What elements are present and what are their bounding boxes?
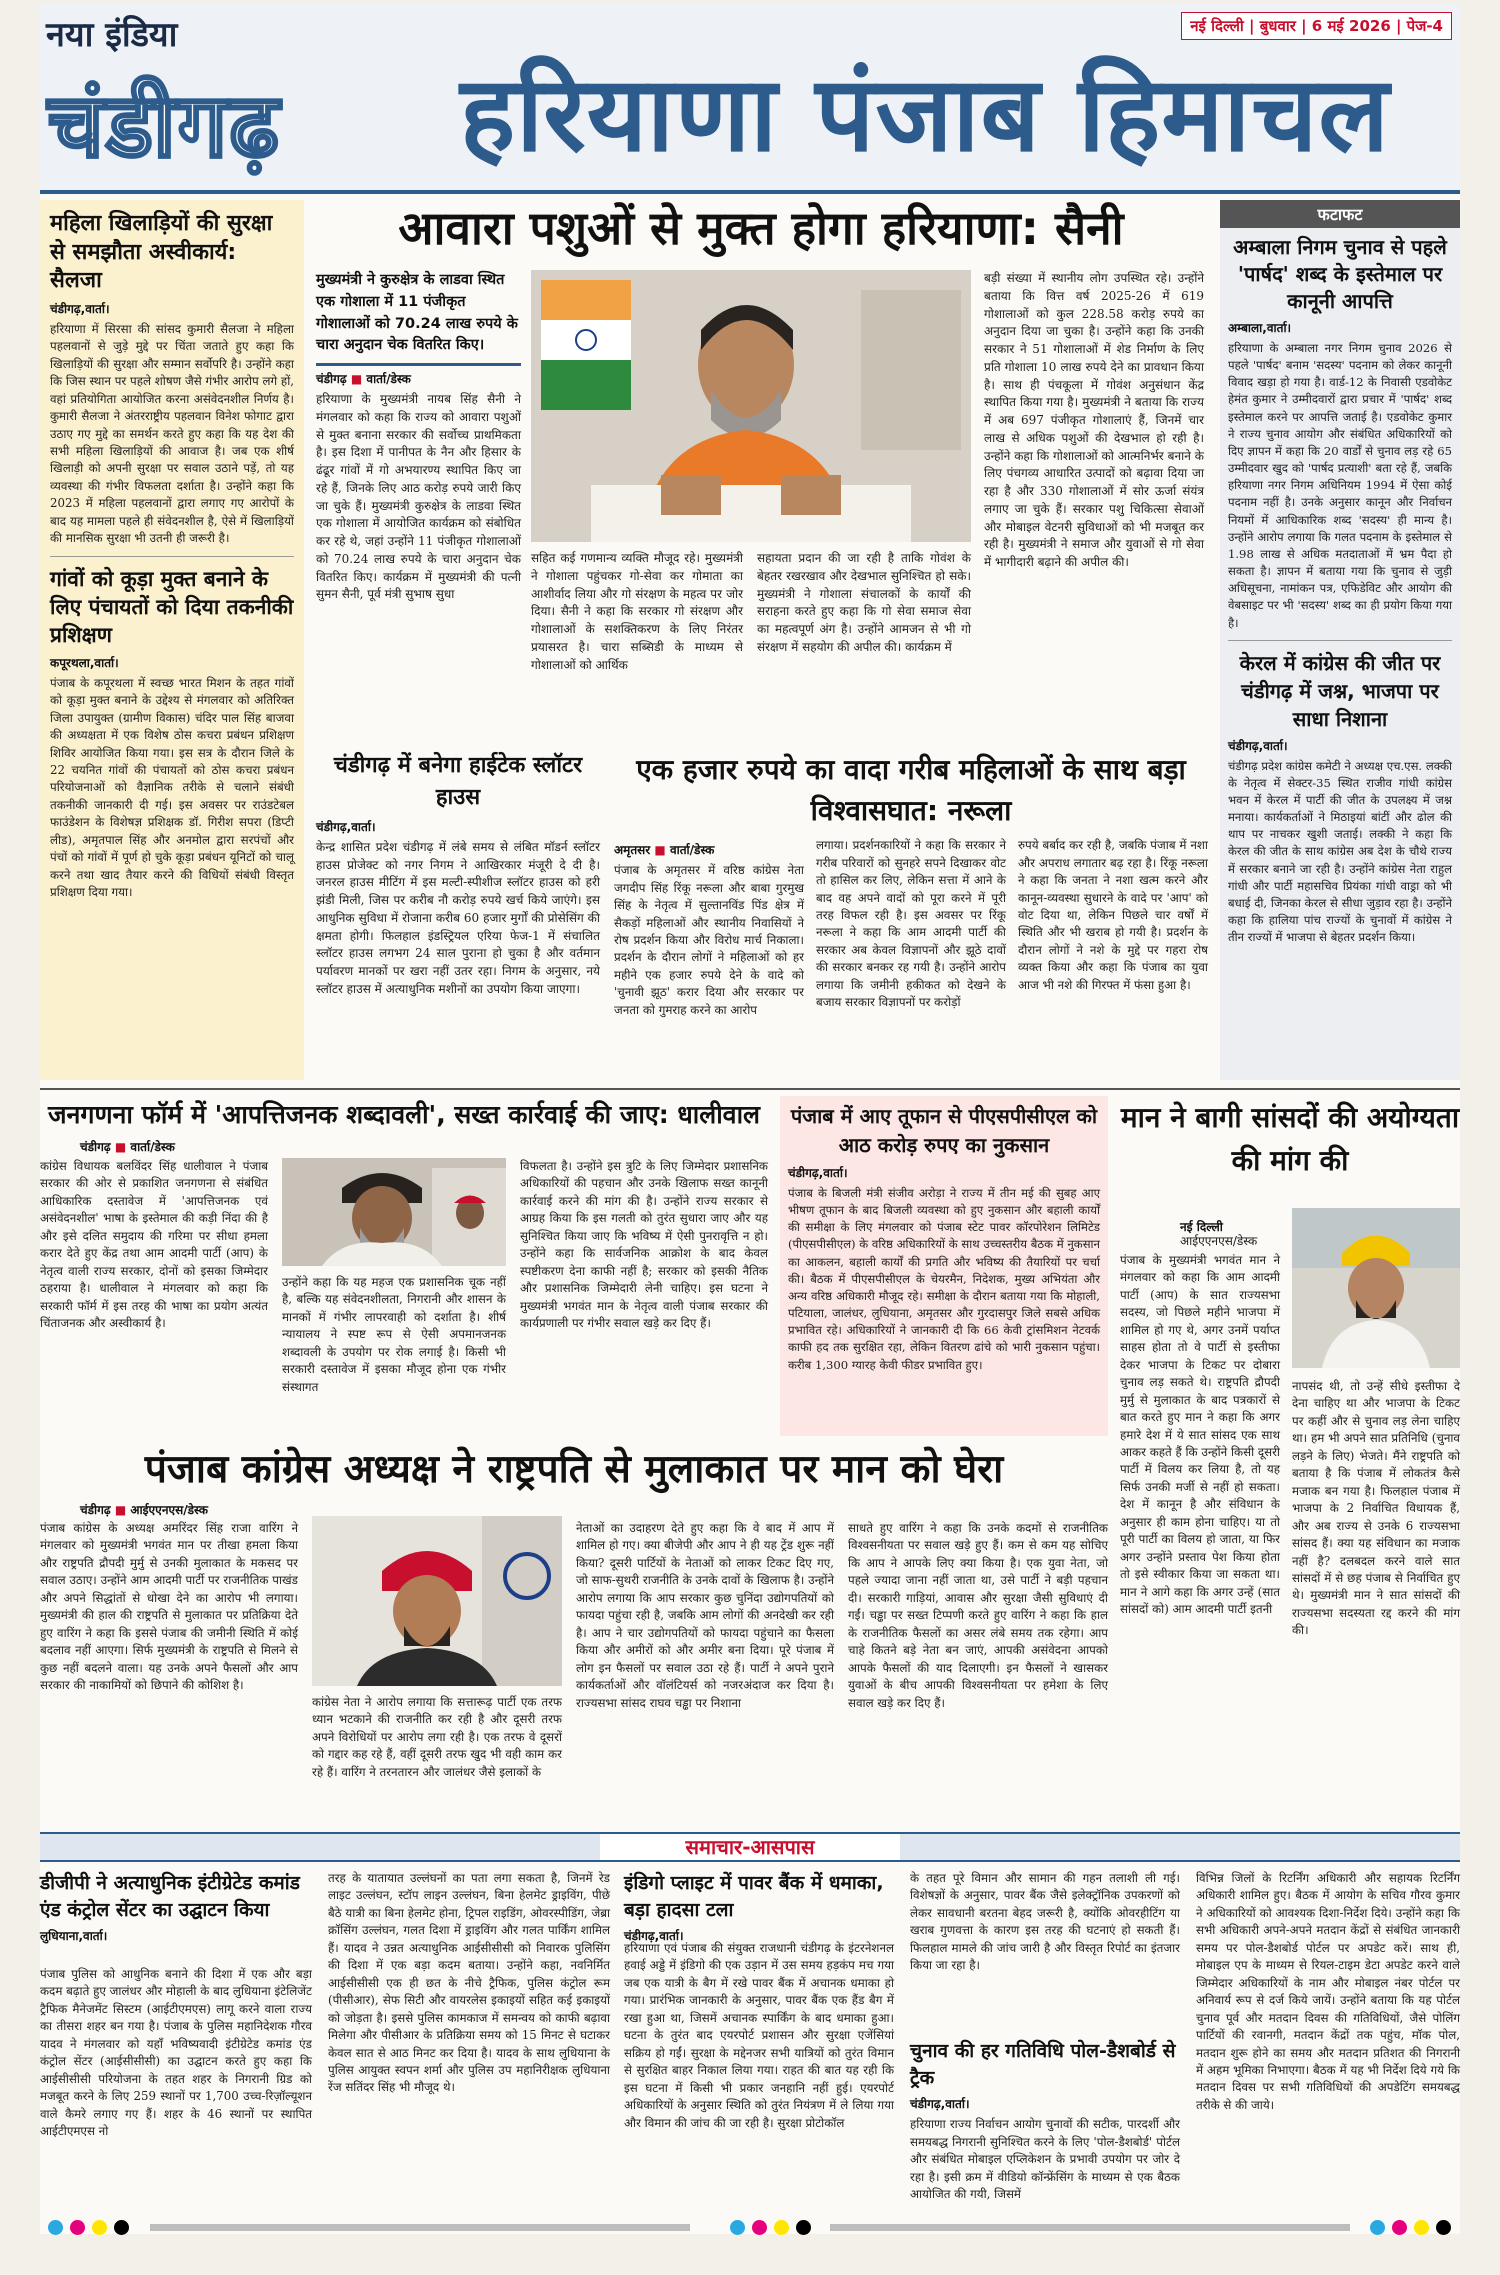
byline-source: वार्ता/डेस्क: [130, 1139, 175, 1154]
narula-story: [614, 750, 1208, 1080]
color-registration-right: [1370, 2220, 1451, 2235]
byline-place: अमृतसर: [614, 843, 651, 858]
section-strip: [40, 1832, 1460, 1862]
dgp-byline: लुधियाना,वार्ता।: [40, 1929, 108, 1944]
byline-place: चंडीगढ़: [80, 1502, 111, 1517]
story-headline: महिला खिलाड़ियों की सुरक्षा से समझौता अस्वीकार्य: सैलजा: [50, 211, 273, 294]
narula-body: लगाया। प्रदर्शनकारियों ने कहा कि सरकार ने गरीब परिवारों को सुनहरे सपने दिखाकर वोट तो हासिल कर लिए, लेकिन सत्ता में आने के बाद वह अपने वादों को पूरा करने में पूरी तरह विफल रही है। इस अवसर पर रिंकू नरूला ने कहा कि आम आदमी पार्टी की सरकार अब केवल विज्ञापनों और झूठे दावों की सरकार बनकर रह गयी है। उन्होंने आरोप लगाया कि जमीनी हकीकत को देखने के बजाय सरकार विज्ञापनों पर करोड़ों: [816, 838, 1006, 1010]
lead-body: हरियाणा के मुख्यमंत्री नायब सिंह सैनी ने मंगलवार को कहा कि राज्य को आवारा पशुओं से मुक्त बनाना सरकार की सर्वोच्च प्राथमिकता है। इस दिशा में पानीपत के नैन और हिसार के ढंढूर गांवों में गो अभयारण्य स्थापित किए जा रहे हैं, जिनके लिए आठ करोड़ रुपये जारी किए जा चुके हैं। मुख्यमंत्री कुरुक्षेत्र के लाडवा स्थित एक गोशाला में आयोजित कार्यक्रम को संबोधित कर रहे थे, जहां उन्होंने 11 पंजीकृत गोशालाओं को 70.24 लाख रुपये के चारा अनुदान चेक वितरित किए। कार्यक्रम में मुख्यमंत्री की पत्नी सुमन सैनी, पूर्व मंत्री सुभाष सुधा: [316, 392, 521, 602]
cyan-dot: [730, 2220, 745, 2235]
right-column-label: फटाफट: [1220, 200, 1460, 228]
story-headline: केरल में कांग्रेस की जीत पर चंडीगढ़ में जश्न, भाजपा पर साधा निशाना: [1239, 650, 1441, 731]
bullet-icon: ■: [114, 1502, 127, 1517]
story-headline: अम्बाला निगम चुनाव से पहले 'पार्षद' शब्द के इस्तेमाल पर कानूनी आपत्ति: [1233, 235, 1447, 313]
indigo-body: के तहत पूरे विमान और सामान की गहन तलाशी ली गई। विशेषज्ञों के अनुसार, पावर बैंक जैसे इलेक्ट्रॉनिक उपकरणों को लेकर सावधानी बरतना बेहद जरूरी है, क्योंकि ओवरहीटिंग या खराब गुणवत्ता के कारण इस तरह की घटनाएं हो सकती हैं। फिलहाल मामले की जांच जारी है और विस्तृत रिपोर्ट का इंतजार किया जा रहा है।: [910, 1871, 1180, 1973]
color-registration-mid: [730, 2220, 811, 2235]
indigo-headline: इंडिगो प्लाइट में पावर बैंक में धमाका, बड़ा हादसा टला: [624, 1872, 884, 1921]
poll-headline: चुनाव की हर गतिविधि पोल-डैशबोर्ड से ट्रैक: [910, 2040, 1176, 2089]
mann-body: नापसंद थी, तो उन्हें सीधे इस्तीफा दे देना चाहिए था और भाजपा के टिकट पर कहीं और से चुनाव लड़ लेना चाहिए था। हम भी अपने सात प्रतिनिधि (चुनाव लड़ने के लिए) भेजते। मैंने राष्ट्रपति को बताया है कि पंजाब में लोकतंत्र कैसे मजाक बन गया है। फिलहाल पंजाब में भाजपा के 2 निर्वाचित विधायक हैं, और अब राज्य से उनके 6 राज्यसभा सांसद हैं। क्या यह संविधान का मजाक नहीं है? दलबदल करने वाले सात सांसदों में से छह पंजाब से निर्वाचित हुए थे। मुख्यमंत्री मान ने सात सांसदों की राज्यसभा सदस्यता रद्द करने की मांग की।: [1292, 1379, 1460, 1638]
congress-body: पंजाब कांग्रेस के अध्यक्ष अमरिंदर सिंह राजा वारिंग ने मंगलवार को मुख्यमंत्री भगवंत मान पर तीखा हमला किया और राष्ट्रपति द्रौपदी मुर्मु से उनकी मुलाकात के मकसद पर सवाल उठाए। उन्होंने आम आदमी पार्टी पर राजनीतिक पाखंड और अपने सिद्धांतों से धोखा देने का आरोप भी लगाया। मुख्यमंत्री की हाल की राष्ट्रपति से मुलाकात पर प्रतिक्रिया देते हुए वारिंग ने कहा कि इससे पंजाब की जमीनी स्थिति में कोई बदलाव नहीं आएगा। सिर्फ मुख्यमंत्री के राष्ट्रपति से मिलने से कुछ नहीं बदलने वाला। यह उनके अपने फैसलों और आप सरकार की नाकामियों को छिपाने की कोशिश है।: [40, 1521, 298, 1693]
yellow-dot: [92, 2220, 107, 2235]
lead-body: सहायता प्रदान की जा रही है ताकि गोवंश के बेहतर रखरखाव और देखभाल सुनिश्चित हो सके। मुख्यमंत्री ने गोशाला संचालकों के कार्यों की सराहना करते हुए कहा कि गो सेवा समाज सेवा का महत्वपूर्ण अंग है। उन्होंने आमजन से भी गो संरक्षण में सहयोग की अपील की। कार्यक्रम में: [757, 551, 971, 654]
byline-place: नई दिल्ली: [1180, 1220, 1223, 1234]
black-dot: [114, 2220, 129, 2235]
right-column: [1220, 200, 1460, 1080]
slaughter-body: केन्द्र शासित प्रदेश चंडीगढ़ में लंबे समय से लंबित मॉडर्न स्लॉटर हाउस प्रोजेक्ट को नगर निगम ने आखिरकार मंजूरी दे दी है। जनरल हाउस मीटिंग में इस मल्टी-स्पीशीज स्लॉटर हाउस को हरी झंडी मिली, जिस पर करीब नौ करोड़ रुपये खर्च किये जाएंगे। इस आधुनिक सुविधा में रोजाना करीब 60 हजार मुर्गों की प्रोसेसिंग की क्षमता होगी। फिलहाल इंडस्ट्रियल एरिया फेज-1 में संचालित स्लॉटर हाउस लगभग 24 साल पुराना हो चुका है और वर्तमान पर्यावरण मानकों पर खरा नहीं उतर रहा। निगम के अनुसार, नये स्लॉटर हाउस में अत्याधुनिक मशीनों का उपयोग किया जाएगा।: [316, 839, 600, 996]
dateline: नई दिल्ली | बुधवार | 6 मई 2026 | पेज-4: [1181, 12, 1452, 40]
lead-body: सहित कई गणमान्य व्यक्ति मौजूद रहे। मुख्यमंत्री ने गोशाला पहुंचकर गो-सेवा कर गोमाता का आशीर्वाद लिया और गो संरक्षण के महत्व पर जोर दिया। सैनी ने कहा कि सरकार गो संरक्षण और गोशालाओं के सशक्तिकरण के लिए निरंतर प्रयासरत है। चारा सब्सिडी के माध्यम से गोशालाओं को आर्थिक: [531, 551, 743, 672]
cm-photo: [531, 270, 971, 542]
registration-bar: [830, 2224, 1350, 2231]
narula-headline: एक हजार रुपये का वादा गरीब महिलाओं के साथ बड़ा विश्वासघात: नरूला: [636, 753, 1186, 827]
mann-headline: मान ने बागी सांसदों की अयोग्यता की मांग की: [1120, 1101, 1460, 1178]
byline-place: चंडीगढ़: [316, 372, 347, 386]
congress-body: नेताओं का उदाहरण देते हुए कहा कि वे बाद में आप में शामिल हो गए। क्या बीजेपी और आप ने ही यह ट्रेंड शुरू नहीं किया? दूसरी पार्टियों के नेताओं को लाकर टिकट दिए गए, जो साफ-सुथरी राजनीति के उनके दावों के खिलाफ है। उन्होंने आरोप लगाया कि आप सरकार कुछ चुनिंदा उद्योगपतियों को फायदा पहुंचा रही है, जबकि आम लोगों की अनदेखी कर रही है। आप ने चार उद्योगपतियों को फायदा पहुंचाने का फैसला किया और अमीरों को और अमीर बना दिया। पूरे पंजाब में लोग इन फैसलों पर सवाल उठा रहे हैं। पार्टी ने अपने पुराने कार्यकर्ताओं और वॉलंटियर्स को नजरअंदाज कर दिया है। राज्यसभा सांसद राघव चड्ढा पर निशाना: [576, 1521, 834, 1710]
congress-byline: [80, 1501, 1108, 1518]
dgp-body: पंजाब पुलिस को आधुनिक बनाने की दिशा में एक और बड़ा कदम बढ़ाते हुए जालंधर और मोहाली के बाद लुधियाना इंटेलिजेंट ट्रैफिक मैनेजमेंट सिस्टम (आईटीएमएस) लागू करने वाला राज्य का तीसरा शहर बन गया है। पंजाब के पुलिस महानिदेशक गौरव यादव ने मंगलवार को यहाँ भविष्यवादी इंटीग्रेटेड कमांड एंड कंट्रोल सेंटर (आईसीसीसी) का उद्घाटन करते हुए कहा कि आईसीसीसी परियोजना के तहत शहर के निगरानी ग्रिड को मजबूत करने के लिए 259 स्थानों पर 1,700 उच्च-रिज़ॉल्यूशन वाले कैमरे लगाए गए हैं। शहर के 46 स्थानों पर स्थापित आईटीएमएस नो: [40, 1967, 312, 2139]
cyan-dot: [1370, 2220, 1385, 2235]
poll-byline: चंडीगढ़,वार्ता।: [910, 2097, 970, 2112]
byline-source: आईएएनएस/डेस्क: [130, 1502, 208, 1517]
story-body: हरियाणा के अम्बाला नगर निगम चुनाव 2026 से पहले 'पार्षद' बनाम 'सदस्य' पदनाम को लेकर कानूनी विवाद खड़ा हो गया है। वार्ड-12 के निवासी एडवोकेट हेमंत कुमार ने उम्मीदवारों द्वारा प्रचार में 'पार्षद' शब्द इस्तेमाल करने पर आपत्ति जताई है। एडवोकेट कुमार ने राज्य चुनाव आयोग और संबंधित अधिकारियों को दिए ज्ञापन में कहा कि 20 वार्डों से चुनाव लड़ रहे 65 उम्मीदवार खुद को 'पार्षद प्रत्याशी' बता रहे हैं, जबकि हरियाणा नगर निगम अधिनियम 1994 में ऐसा कोई पदनाम नहीं है। उनके अनुसार कानून और निर्वाचन नियमों में आधिकारिक शब्द 'सदस्य' ही मान्य है। उन्होंने आरोप लगाया कि गलत पदनाम के इस्तेमाल से 1.98 लाख से अधिक मतदाताओं में भ्रम पैदा हो सकता है। ज्ञापन में बताया गया कि चुनाव से जुड़ी अधिसूचना, नामांकन पत्र, एफिडेविट और आयोग की वेबसाइट पर भी 'सदस्य' शब्द का ही प्रयोग किया गया है।: [1228, 341, 1452, 630]
congress-headline: पंजाब कांग्रेस अध्यक्ष ने राष्ट्रपति से मुलाकात पर मान को घेरा: [144, 1447, 1004, 1492]
masthead-rule: [40, 190, 1460, 194]
census-byline: [80, 1138, 768, 1155]
region-title: हरियाणा पंजाब हिमाचल: [460, 53, 1390, 175]
narula-byline: [614, 841, 804, 858]
narula-body: रुपये बर्बाद कर रही है, जबकि पंजाब में नशा और अपराध लगातार बढ़ रहा है। रिंकू नरूला ने कहा कि जनता ने नशा खत्म करने और कानून-व्यवस्था सुधारने के वादे पर 'आप' को वोट दिया था, लेकिन पिछले चार वर्षों में स्थिति और भी खराब हो गयी है। प्रदर्शन के दौरान लोगों ने नशे के मुद्दे पर गहरा रोष व्यक्त किया और कहा कि पंजाब का युवा आज भी नशे की गिरफ्त में फंसा हुआ है।: [1018, 838, 1208, 992]
dgp-headline: डीजीपी ने अत्याधुनिक इंटीग्रेटेड कमांड एंड कंट्रोल सेंटर का उद्घाटन किया: [40, 1872, 300, 1921]
byline-source: वार्ता/डेस्क: [366, 372, 411, 386]
narula-col: [614, 837, 804, 1019]
mann-byline-src: आईएएनएस/डेस्क: [1180, 1234, 1258, 1248]
section-rule: [40, 1088, 1460, 1090]
dhaliwal-photo: [282, 1158, 506, 1266]
indigo-byline: चंडीगढ़,वार्ता।: [624, 1929, 684, 1944]
congress-body: साधते हुए वारिंग ने कहा कि उनके कदमों से राजनीतिक विश्वसनीयता पर सवाल खड़े हुए हैं। कम से कम यह सोचिए कि आप ने आपके लिए क्या किया है। एक युवा नेता, जो पहले ज्यादा जाना नहीं जाता था, उसे पार्टी ने बड़ी पहचान दी। सरकारी गाड़ियां, आवास और सुरक्षा जैसी सुविधाएं दी गईं। चड्ढा पर सख्त टिप्पणी करते हुए वारिंग ने कहा कि हाल के राजनीतिक फैसलों का असर लंबे समय तक रहेगा। आप चाहे कितने बड़े नेता बन जाएं, आपकी असंवेदना आपको आपके फैसलों की याद दिलाएगी। इन फैसलों ने खासकर युवाओं के बीच आपकी विश्वसनीयता पर हमेशा के लिए सवाल खड़े कर दिए हैं।: [848, 1521, 1108, 1710]
mann-photo: [1292, 1208, 1460, 1368]
census-story: [40, 1096, 768, 1454]
magenta-dot: [1392, 2220, 1407, 2235]
newspaper-page: [40, 4, 1460, 2234]
photo-illustration: [282, 1158, 506, 1266]
story-byline: चंडीगढ़,वार्ता।: [1228, 738, 1288, 753]
yellow-dot: [774, 2220, 789, 2235]
lead-headline: आवारा पशुओं से मुक्त होगा हरियाणा: सैनी: [398, 201, 1124, 255]
story-byline: कपूरथला,वार्ता।: [50, 655, 119, 670]
masthead: [40, 4, 1460, 194]
congress-body: कांग्रेस नेता ने आरोप लगाया कि सत्तारूढ़ पार्टी एक तरफ ध्यान भटकाने की राजनीति कर रही है और दूसरी तरफ अपने विरोधियों पर आरोप लगा रही है। एक तरफ वे दूसरों को गद्दार कह रहे हैं, वहीं दूसरी तरफ खुद भी वही काम कर रहे हैं। वारिंग ने तरनतारन और जालंधर जैसे इलाकों के: [312, 1695, 562, 1779]
story-byline: अम्बाला,वार्ता।: [1228, 321, 1292, 335]
lead-story: [316, 200, 1206, 760]
story-byline: चंडीगढ़,वार्ता।: [50, 301, 110, 316]
poll-body: विभिन्न जिलों के रिटर्निंग अधिकारी और सहायक रिटर्निंग अधिकारी शामिल हुए। बैठक में आयोग के सचिव गौरव कुमार ने अधिकारियों को आवश्यक दिशा-निर्देश दिये। उन्होंने कहा कि सभी अधिकारी अपने-अपने मतदान केंद्रों से संबंधित जानकारी समय पर पोल-डैशबोर्ड पोर्टल पर अपडेट करें। साथ ही, मोबाइल एप के माध्यम से रियल-टाइम डेटा अपडेट करने वाले जिम्मेदार अधिकारियों के नाम और मोबाइल नंबर पोर्टल पर अनिवार्य रूप से दर्ज किये जायें। उन्होंने बताया कि यह पोर्टल चुनाव पूर्व और मतदान दिवस की गतिविधियों, जैसे पोलिंग पार्टियों की रवानगी, मतदान केंद्रों तक पहुंच, मॉक पोल, मतदान शुरू होने का समय और मतदान प्रतिशत की निगरानी में अहम भूमिका निभाएगा। बैठक में यह भी निर्देश दिये गये कि मतदान दिवस पर सभी गतिविधियों की अपडेटिंग समयबद्ध तरीके से की जाये।: [1196, 1871, 1460, 2112]
storm-headline: पंजाब में आए तूफान से पीएसपीसीएल को आठ करोड़ रुपए का नुकसान: [790, 1104, 1098, 1157]
census-body: विफलता है। उन्होंने इस त्रुटि के लिए जिम्मेदार प्रशासनिक अधिकारियों की पहचान और उनके खिलाफ सख्त कानूनी कार्रवाई करने की मांग की है। उन्होंने राज्य सरकार से आग्रह किया कि इस गलती को तुरंत सुधारा जाए और यह सुनिश्चित किया जाए कि भविष्य में ऐसी पुनरावृत्ति न हो। उन्होंने कहा कि सार्वजनिक आक्रोश के बाद केवल स्पष्टीकरण देना काफी नहीं है; सरकार को इसकी नैतिक और प्रशासनिक जिम्मेदारी लेनी चाहिए। इस घटना ने मुख्यमंत्री भगवंत मान के नेतृत्व वाली पंजाब सरकार की कार्यप्रणाली पर गंभीर सवाल खड़े कर दिए हैं।: [520, 1159, 768, 1331]
story-body: हरियाणा में सिरसा की सांसद कुमारी सैलजा ने महिला पहलवानों से जुड़े मुद्दे पर चिंता जताते हुए कहा कि खिलाड़ियों की सुरक्षा और सम्मान सर्वोपरि है। उन्होंने कहा कि जिस स्थान पर पहले शोषण जैसे गंभीर आरोप लगे हों, वहां प्रतियोगिता आयोजित करना असंवेदनशील निर्णय है। कुमारी सैलजा ने अंतरराष्ट्रीय पहलवान विनेश फोगाट द्वारा उठाए गए मुद्दे का समर्थन करते हुए कहा कि यह देश की सभी महिला खिलाड़ियों की आवाज है। जब एक शीर्ष खिलाड़ी को अपनी सुरक्षा पर सवाल उठाने पड़ें, तो यह व्यवस्था की गंभीर विफलता दर्शाता है। उन्होंने कहा कि 2023 में महिला पहलवानों द्वारा लगाए गए आरोपों के बाद यह मामला पहले ही संवेदनशील है, ऐसे में खिलाड़ियों की मानसिक सुरक्षा भी उतनी ही जरूरी है।: [50, 321, 294, 546]
bullet-icon: ■: [654, 843, 666, 858]
congress-story: [40, 1444, 1108, 1824]
bullet-icon: ■: [114, 1139, 127, 1154]
byline-place: चंडीगढ़: [80, 1139, 111, 1154]
storm-story: [780, 1096, 1108, 1436]
narula-body: पंजाब के अमृतसर में वरिष्ठ कांग्रेस नेता जगदीप सिंह रिंकू नरूला और बाबा गुरमुख सिंह के नेतृत्व में सुल्तानविंड पिंड क्षेत्र में सैकड़ों महिलाओं और स्थानीय निवासियों ने रोष प्रदर्शन किया और विरोध मार्च निकाला। प्रदर्शन के दौरान लोगों ने महिलाओं को हर महीने एक हजार रुपये देने के वादे को 'चुनावी झूठ' करार दिया और सरकार पर जनता को गुमराह करने का आरोप: [614, 863, 804, 1017]
photo-illustration: [1292, 1208, 1460, 1368]
divider: [1228, 640, 1452, 641]
magenta-dot: [752, 2220, 767, 2235]
warring-photo: [312, 1516, 562, 1686]
indigo-body: हरियाणा एवं पंजाब की संयुक्त राजधानी चंडीगढ़ के इंटरनेशनल हवाई अड्डे में इंडिगो की एक उड़ान में उस समय हड़कंप मच गया जब एक यात्री के बैग में रखे पावर बैंक में अचानक धमाका हो गया। प्रारंभिक जानकारी के अनुसार, पावर बैंक एक हैंड बैग में रखा हुआ था, जिसमें अचानक स्पार्किंग के बाद धमाका हुआ। घटना के तुरंत बाद एयरपोर्ट प्रशासन और सुरक्षा एजेंसियां सक्रिय हो गईं। सुरक्षा के मद्देनजर सभी यात्रियों को तुरंत विमान से सुरक्षित बाहर निकाल लिया गया। राहत की बात यह रही कि इस घटना में किसी भी प्रकार जनहानि नहीं हुई। एयरपोर्ट अधिकारियों के अनुसार स्थिति को तुरंत नियंत्रण में ले लिया गया और विमान की जांच की जा रही है। सुरक्षा प्रोटोकॉल: [624, 1941, 894, 2130]
byline-source: वार्ता/डेस्क: [669, 843, 715, 858]
mann-body: पंजाब के मुख्यमंत्री भगवंत मान ने मंगलवार को कहा कि आम आदमी पार्टी (आप) के सात राज्यसभा सदस्य, जो पिछले महीने भाजपा में शामिल हो गए थे, अगर उनमें पर्याप्त साहस होता तो वे पार्टी से इस्तीफा देकर भाजपा के टिकट पर दोबारा चुनाव लड़ सकते थे। राष्ट्रपति द्रौपदी मुर्मु से मुलाकात के बाद पत्रकारों से बात करते हुए मान ने कहा कि अगर हमारे देश में ये सात सांसद एक साथ आकर कहते हैं कि उन्होंने किसी दूसरी पार्टी में विलय कर लिया है, तो यह सिर्फ उनकी मर्जी से नहीं हो सकता। देश में कानून है और संविधान के अनुसार ही काम होना चाहिए। या तो पूरी पार्टी का विलय हो जाता, या फिर अगर उन्होंने प्रस्ताव पेश किया होता तो इसे स्वीकार किया जा सकता था। मान ने आगे कहा कि अगर उन्हें (सात सांसदों को) आम आदमी पार्टी इतनी: [1120, 1253, 1280, 1617]
paper-name: नया इंडिया: [46, 15, 178, 55]
story-body: चंडीगढ़ प्रदेश कांग्रेस कमेटी ने अध्यक्ष एच.एस. लक्की के नेतृत्व में सेक्टर-35 स्थित राजीव गांधी कांग्रेस भवन में केरल में पार्टी की जीत के उपलक्ष्य में जश्न मनाया। कार्यकर्ताओं ने मिठाइयां बांटीं और ढोल की थाप पर नाचकर खुशी जताई। लक्की ने कहा कि केरल की जीत के साथ कांग्रेस अब देश के चौथे राज्य में सरकार बनाने जा रही है। उन्होंने कांग्रेस नेता राहुल गांधी और पार्टी महासचिव प्रियंका गांधी वाड्रा को भी बधाई दी, जिनका केरल से सीधा जुड़ाव रहा है। उन्होंने कहा कि हालिया पांच राज्यों के चुनावों में कांग्रेस ने तीन राज्यों में भाजपा से बेहतर प्रदर्शन किया।: [1228, 758, 1452, 945]
storm-body: पंजाब के बिजली मंत्री संजीव अरोड़ा ने राज्य में तीन मई की सुबह आए भीषण तूफान के बाद बिजली व्यवस्था को हुए नुकसान और बहाली कार्यों की समीक्षा के लिए मंगलवार को पंजाब स्टेट पावर कॉरपोरेशन लिमिटेड (पीएसपीसीएल) के वरिष्ठ अधिकारियों के साथ उच्चस्तरीय बैठक में नुकसान का आकलन, बहाली कार्यों की प्रगति और भविष्य की तैयारियों पर चर्चा की। बैठक में पीएसपीसीएल के चेयरमैन, निदेशक, मुख्य अभियंता और अन्य वरिष्ठ अधिकारी मौजूद रहे। समीक्षा के दौरान बताया गया कि मोहाली, पटियाला, जालंधर, लुधियाना, अमृतसर और गुरदासपुर जिले सबसे अधिक प्रभावित रहे। अधिकारियों ने जानकारी दी कि 66 केवी ट्रांसमिशन नेटवर्क काफी हद तक सुरक्षित रहा, लेकिन वितरण ढांचे को भारी नुकसान पहुंचा। करीब 1,300 ग्यारह केवी फीडर प्रभावित हुए।: [788, 1186, 1100, 1372]
mann-story: [1120, 1096, 1460, 1836]
census-body: उन्होंने कहा कि यह महज एक प्रशासनिक चूक नहीं है, बल्कि यह संवेदनशीलता, निगरानी और शासन के मानकों में गंभीर लापरवाही को दर्शाता है। शीर्ष न्यायालय ने स्पष्ट रूप से ऐसी अपमानजनक शब्दावली के उपयोग पर रोक लगाई है। किसी भी सरकारी दस्तावेज में इसका मौजूद होना एक गंभीर संस्थागत: [282, 1275, 506, 1394]
black-dot: [796, 2220, 811, 2235]
magenta-dot: [70, 2220, 85, 2235]
black-dot: [1436, 2220, 1451, 2235]
poll-story: [910, 2038, 1180, 2218]
yellow-dot: [1414, 2220, 1429, 2235]
census-headline: जनगणना फॉर्म में 'आपत्तिजनक शब्दावली', सख्त कार्रवाई की जाए: धालीवाल: [47, 1100, 761, 1129]
slaughter-story: [316, 750, 600, 1080]
lead-deck-block: [316, 270, 521, 604]
story-headline: गांवों को कूड़ा मुक्त बनाने के लिए पंचायतों को दिया तकनीकी प्रशिक्षण: [50, 566, 294, 648]
slaughter-byline: चंडीगढ़,वार्ता।: [316, 819, 376, 834]
story-body: पंजाब के कपूरथला में स्वच्छ भारत मिशन के तहत गांवों को कूड़ा मुक्त बनाने के उद्देश्य से मंगलवार को अतिरिक्त जिला उपायुक्त (ग्रामीण विकास) चंदिर पाल सिंह बाजवा की अध्यक्षता में एक विशेष ठोस कचरा प्रबंधन प्रशिक्षण शिविर आयोजित किया गया। इस सत्र के दौरान जिले के 22 चयनित गांवों की पंचायतों को ठोस कचरा प्रबंधन परियोजनाओं को वैज्ञानिक तरीके से चलाने संबंधी तकनीकी जानकारी दी गई। इस अवसर पर राउंडटेबल फाउंडेशन के विशेषज्ञ प्रशिक्षक डॉ. गिरीश सपरा (डिप्टी लीड), अमृतपाल सिंह और अनमोल द्वारा सरपंचों और पंचों को गांवों में पूर्ण हो चुके कूड़ा प्रबंधन यूनिटों को चालू करने तथा खाद तैयार करने की विधियों संबंधी विस्तृत प्रशिक्षण दिया गया।: [50, 675, 294, 900]
registration-bar: [150, 2224, 690, 2231]
dgp-story: [40, 1870, 610, 2210]
city-name: चंडीगढ़: [48, 74, 281, 177]
poll-body: हरियाणा राज्य निर्वाचन आयोग चुनावों की सटीक, पारदर्शी और समयबद्ध निगरानी सुनिश्चित करने के लिए 'पोल-डैशबोर्ड' पोर्टल और संबंधित मोबाइल एप्लिकेशन के प्रभावी उपयोग पर जोर दे रहा है। इसी क्रम में वीडियो कॉन्फ्रेंसिंग के माध्यम से एक बैठक आयोजित की गयी, जिसमें: [910, 2117, 1180, 2201]
cyan-dot: [48, 2220, 63, 2235]
photo-illustration: [312, 1516, 562, 1686]
storm-byline: चंडीगढ़,वार्ता।: [788, 1166, 848, 1180]
left-column: [40, 200, 304, 1080]
slaughter-headline: चंडीगढ़ में बनेगा हाईटेक स्लॉटर हाउस: [333, 753, 583, 810]
color-registration-left: [48, 2220, 129, 2235]
lead-body: बड़ी संख्या में स्थानीय लोग उपस्थित रहे। उन्होंने बताया कि वित्त वर्ष 2025-26 में 619 गोशालाओं को कुल 228.58 करोड़ रुपये का अनुदान दिया जा चुका है। उन्होंने कहा कि उनकी सरकार ने 51 गोशालाओं में शेड निर्माण के लिए प्रति गोशाला 10 लाख रुपये देने का प्रावधान किया है। साथ ही पंचकूला में गोवंश अनुसंधान केंद्र स्थापित किया गया है। मुख्यमंत्री ने बताया कि राज्य में अब 697 पंजीकृत गोशालाएं हैं, जिनमें चार लाख से अधिक पशुओं की देखभाल हो रही है। उन्होंने कहा कि गोशालाओं को आत्मनिर्भर बनाने के लिए पंचगव्य आधारित उत्पादों को बढ़ावा दिया जा रहा है और 330 गोशालाओं में सोर ऊर्जा संयंत्र लगाए जा चुके हैं। सरकार पशु चिकित्सा सेवाओं और मोबाइल वेटनरी सुविधाओं को भी मजबूत कर रही है। मुख्यमंत्री ने समाज और युवाओं से गो सेवा में भागीदारी बढ़ाने की अपील की।: [984, 271, 1204, 569]
dgp-body: तरह के यातायात उल्लंघनों का पता लगा सकता है, जिनमें रेड लाइट उल्लंघन, स्टॉप लाइन उल्लंघन, बिना हेलमेट ड्राइविंग, पीछे बैठे यात्री का बिना हेलमेट होना, ट्रिपल राइडिंग, ओवरस्पीडिंग, जेब्रा क्रॉसिंग उल्लंघन, गलत दिशा में ड्राइविंग और गलत पार्किंग शामिल हैं। यादव ने उन्नत अत्याधुनिक आईसीसीसी को निवारक पुलिसिंग की दिशा में एक बड़ा कदम बताया। उन्होंने कहा, नवनिर्मित आईसीसीसी एक ही छत के नीचे ट्रैफिक, पुलिस कंट्रोल रूम (पीसीआर), सेफ सिटी और वायरलेस इकाइयों सहित कई इकाइयों को जोड़ता है। इससे पुलिस कामकाज में समन्वय को काफी बढ़ावा मिलेगा और पीसीआर के प्रतिक्रिया समय को 15 मिनट से घटाकर केवल सात से आठ मिनट कर दिया है। यादव के साथ लुधियाना के पुलिस आयुक्त स्वपन शर्मा और पुलिस उप महानिरीक्षक लुधियाना रेंज सतिंदर सिंह भी मौजूद थे।: [328, 1871, 610, 2095]
lead-byline: [316, 370, 521, 387]
narula-columns: [614, 837, 1208, 1019]
section-label: समाचार-आसपास: [600, 1834, 900, 1860]
divider: [50, 556, 294, 557]
photo-illustration: [531, 270, 971, 542]
lead-deck: मुख्यमंत्री ने कुरुक्षेत्र के लाडवा स्थित एक गोशाला में 11 पंजीकृत गोशालाओं को 70.24 लाख रुपये के चारा अनुदान चेक वितरित किए।: [316, 270, 521, 366]
bullet-icon: ■: [350, 372, 363, 386]
census-body: कांग्रेस विधायक बलविंदर सिंह धालीवाल ने पंजाब सरकार की ओर से प्रकाशित जनगणना से संबंधित आधिकारिक दस्तावेज में 'आपत्तिजनक एवं असंवेदनशील' भाषा के इस्तेमाल की कड़ी निंदा की है और इसे दलित समुदाय की गरिमा पर सीधा हमला करार देते हुए केंद्र तथा आम आदमी पार्टी (आप) के नेतृत्व वाली राज्य सरकार, दोनों को इसका जिम्मेदार ठहराया है। धालीवाल ने मंगलवार को कहा कि सरकारी फॉर्म में इस तरह की भाषा का प्रयोग अत्यंत चिंताजनक और अस्वीकार्य है।: [40, 1159, 268, 1331]
